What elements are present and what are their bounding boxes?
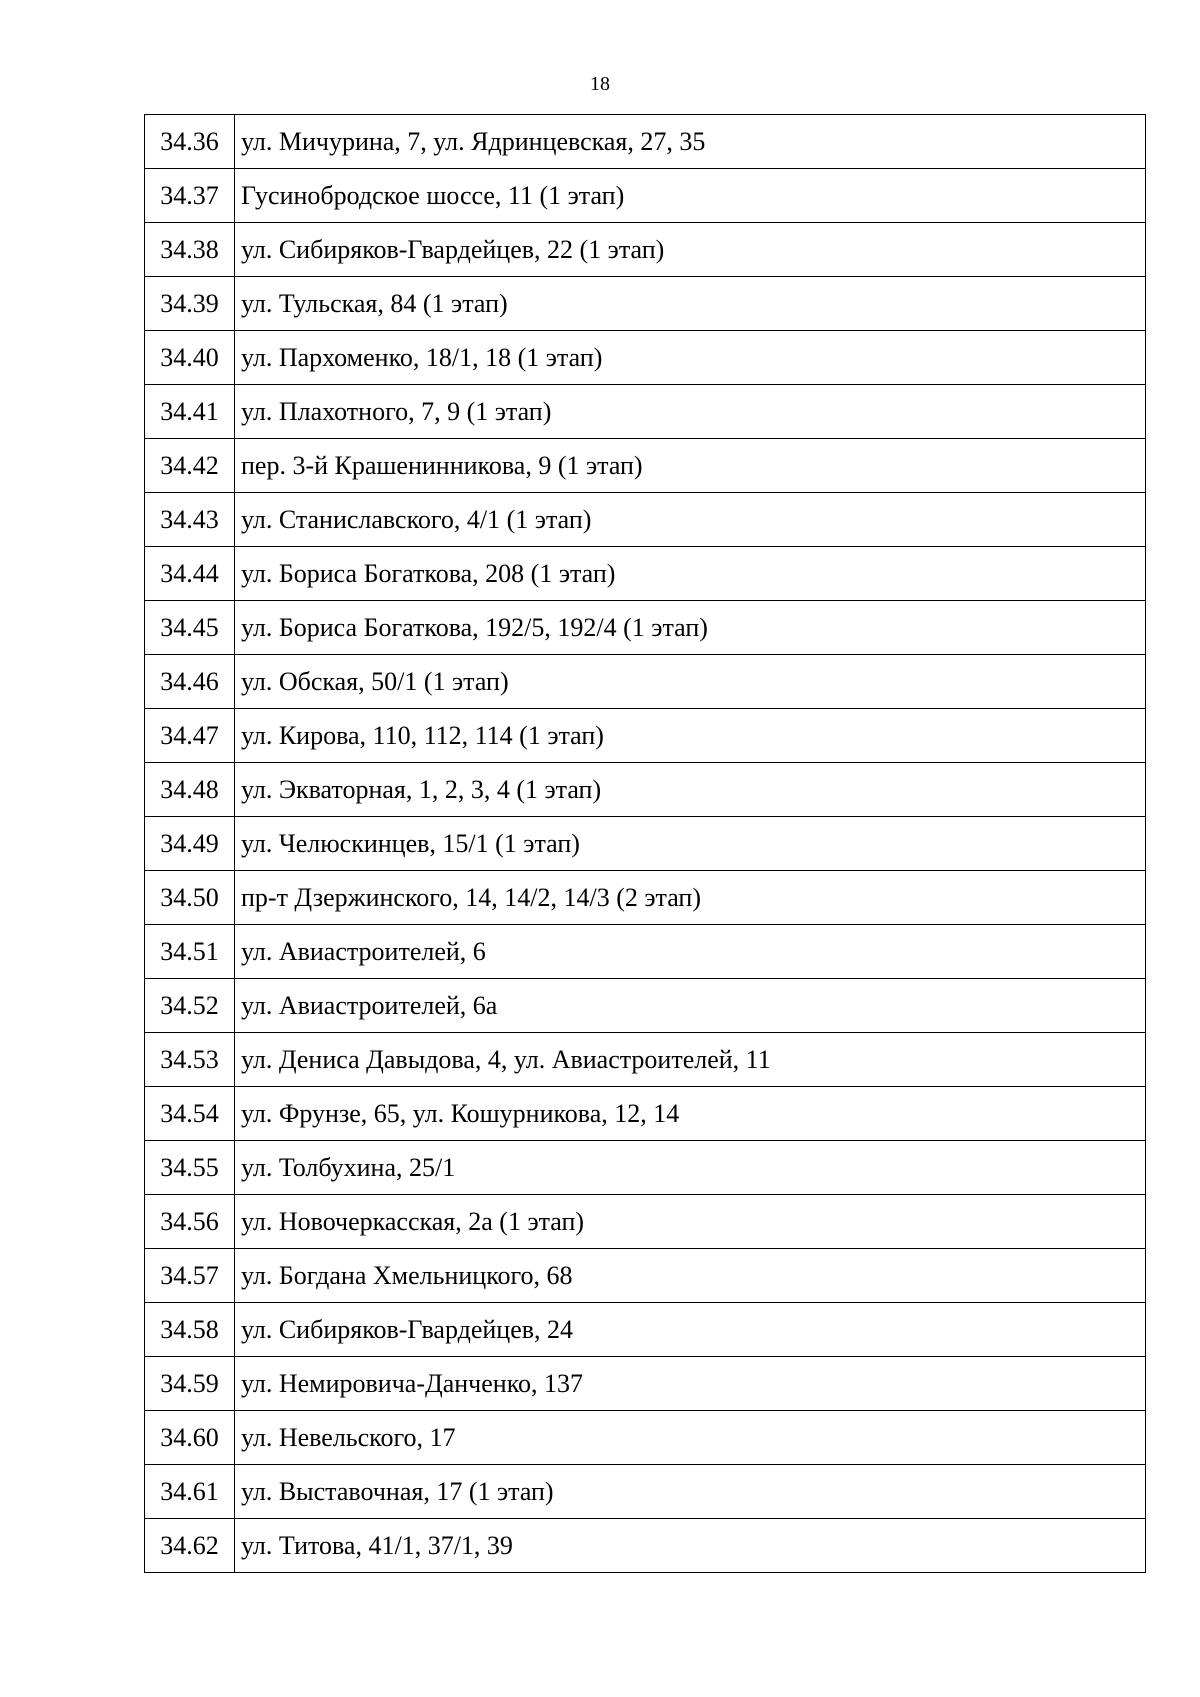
table-row xyxy=(145,1141,1146,1195)
page-number: 18 xyxy=(590,73,610,95)
item-number-cell: 34.52 xyxy=(145,979,235,1033)
item-number-cell: 34.42 xyxy=(145,439,235,493)
item-number-cell: 34.51 xyxy=(145,925,235,979)
table-row xyxy=(145,1195,1146,1249)
table-row xyxy=(145,331,1146,385)
item-number-cell: 34.59 xyxy=(145,1357,235,1411)
address-cell: ул. Экваторная, 1, 2, 3, 4 (1 этап) xyxy=(235,763,1146,817)
address-cell: пер. 3-й Крашенинникова, 9 (1 этап) xyxy=(235,439,1146,493)
table-row xyxy=(145,601,1146,655)
item-number-cell: 34.60 xyxy=(145,1411,235,1465)
item-number-cell: 34.58 xyxy=(145,1303,235,1357)
address-cell: ул. Сибиряков-Гвардейцев, 24 xyxy=(235,1303,1146,1357)
item-number-cell: 34.49 xyxy=(145,817,235,871)
table-row xyxy=(145,439,1146,493)
table-row xyxy=(145,1519,1146,1573)
item-number-cell: 34.56 xyxy=(145,1195,235,1249)
item-number-cell: 34.40 xyxy=(145,331,235,385)
item-number-cell: 34.47 xyxy=(145,709,235,763)
item-number-cell: 34.53 xyxy=(145,1033,235,1087)
table-row xyxy=(145,493,1146,547)
address-cell: ул. Титова, 41/1, 37/1, 39 xyxy=(235,1519,1146,1573)
address-cell: ул. Станиславского, 4/1 (1 этап) xyxy=(235,493,1146,547)
address-cell: ул. Пархоменко, 18/1, 18 (1 этап) xyxy=(235,331,1146,385)
table-row xyxy=(145,709,1146,763)
address-cell: пр-т Дзержинского, 14, 14/2, 14/3 (2 этап) xyxy=(235,871,1146,925)
table-row xyxy=(145,817,1146,871)
table-row xyxy=(145,979,1146,1033)
table-row xyxy=(145,1033,1146,1087)
item-number-cell: 34.54 xyxy=(145,1087,235,1141)
table-row xyxy=(145,223,1146,277)
address-cell: ул. Челюскинцев, 15/1 (1 этап) xyxy=(235,817,1146,871)
table-row xyxy=(145,1303,1146,1357)
address-cell: ул. Фрунзе, 65, ул. Кошурникова, 12, 14 xyxy=(235,1087,1146,1141)
item-number-cell: 34.48 xyxy=(145,763,235,817)
table-row xyxy=(145,115,1146,169)
item-number-cell: 34.43 xyxy=(145,493,235,547)
item-number-cell: 34.41 xyxy=(145,385,235,439)
address-cell: ул. Кирова, 110, 112, 114 (1 этап) xyxy=(235,709,1146,763)
table-row xyxy=(145,1411,1146,1465)
item-number-cell: 34.50 xyxy=(145,871,235,925)
table-row xyxy=(145,763,1146,817)
table-row xyxy=(145,925,1146,979)
table-row xyxy=(145,547,1146,601)
address-cell: ул. Бориса Богаткова, 192/5, 192/4 (1 этап) xyxy=(235,601,1146,655)
table-row xyxy=(145,1249,1146,1303)
address-cell: ул. Обская, 50/1 (1 этап) xyxy=(235,655,1146,709)
address-cell: ул. Авиастроителей, 6 xyxy=(235,925,1146,979)
table-row xyxy=(145,1357,1146,1411)
address-cell: ул. Толбухина, 25/1 xyxy=(235,1141,1146,1195)
address-cell: ул. Плахотного, 7, 9 (1 этап) xyxy=(235,385,1146,439)
address-cell: ул. Дениса Давыдова, 4, ул. Авиастроителей, 11 xyxy=(235,1033,1146,1087)
item-number-cell: 34.46 xyxy=(145,655,235,709)
item-number-cell: 34.55 xyxy=(145,1141,235,1195)
table-row xyxy=(145,1087,1146,1141)
item-number-cell: 34.36 xyxy=(145,115,235,169)
address-cell: ул. Авиастроителей, 6а xyxy=(235,979,1146,1033)
item-number-cell: 34.37 xyxy=(145,169,235,223)
item-number-cell: 34.57 xyxy=(145,1249,235,1303)
address-cell: ул. Бориса Богаткова, 208 (1 этап) xyxy=(235,547,1146,601)
item-number-cell: 34.61 xyxy=(145,1465,235,1519)
item-number-cell: 34.39 xyxy=(145,277,235,331)
address-cell: ул. Сибиряков-Гвардейцев, 22 (1 этап) xyxy=(235,223,1146,277)
table-row xyxy=(145,277,1146,331)
item-number-cell: 34.45 xyxy=(145,601,235,655)
address-cell: ул. Богдана Хмельницкого, 68 xyxy=(235,1249,1146,1303)
address-cell: Гусинобродское шоссе, 11 (1 этап) xyxy=(235,169,1146,223)
table-row xyxy=(145,385,1146,439)
item-number-cell: 34.44 xyxy=(145,547,235,601)
item-number-cell: 34.38 xyxy=(145,223,235,277)
address-cell: ул. Мичурина, 7, ул. Ядринцевская, 27, 35 xyxy=(235,115,1146,169)
table-row xyxy=(145,871,1146,925)
address-cell: ул. Невельского, 17 xyxy=(235,1411,1146,1465)
address-table-body xyxy=(145,115,1146,1573)
table-row xyxy=(145,1465,1146,1519)
table-row xyxy=(145,655,1146,709)
address-cell: ул. Новочеркасская, 2а (1 этап) xyxy=(235,1195,1146,1249)
table-row xyxy=(145,169,1146,223)
address-cell: ул. Выставочная, 17 (1 этап) xyxy=(235,1465,1146,1519)
address-cell: ул. Немировича-Данченко, 137 xyxy=(235,1357,1146,1411)
item-number-cell: 34.62 xyxy=(145,1519,235,1573)
address-cell: ул. Тульская, 84 (1 этап) xyxy=(235,277,1146,331)
address-table xyxy=(144,114,1146,1573)
